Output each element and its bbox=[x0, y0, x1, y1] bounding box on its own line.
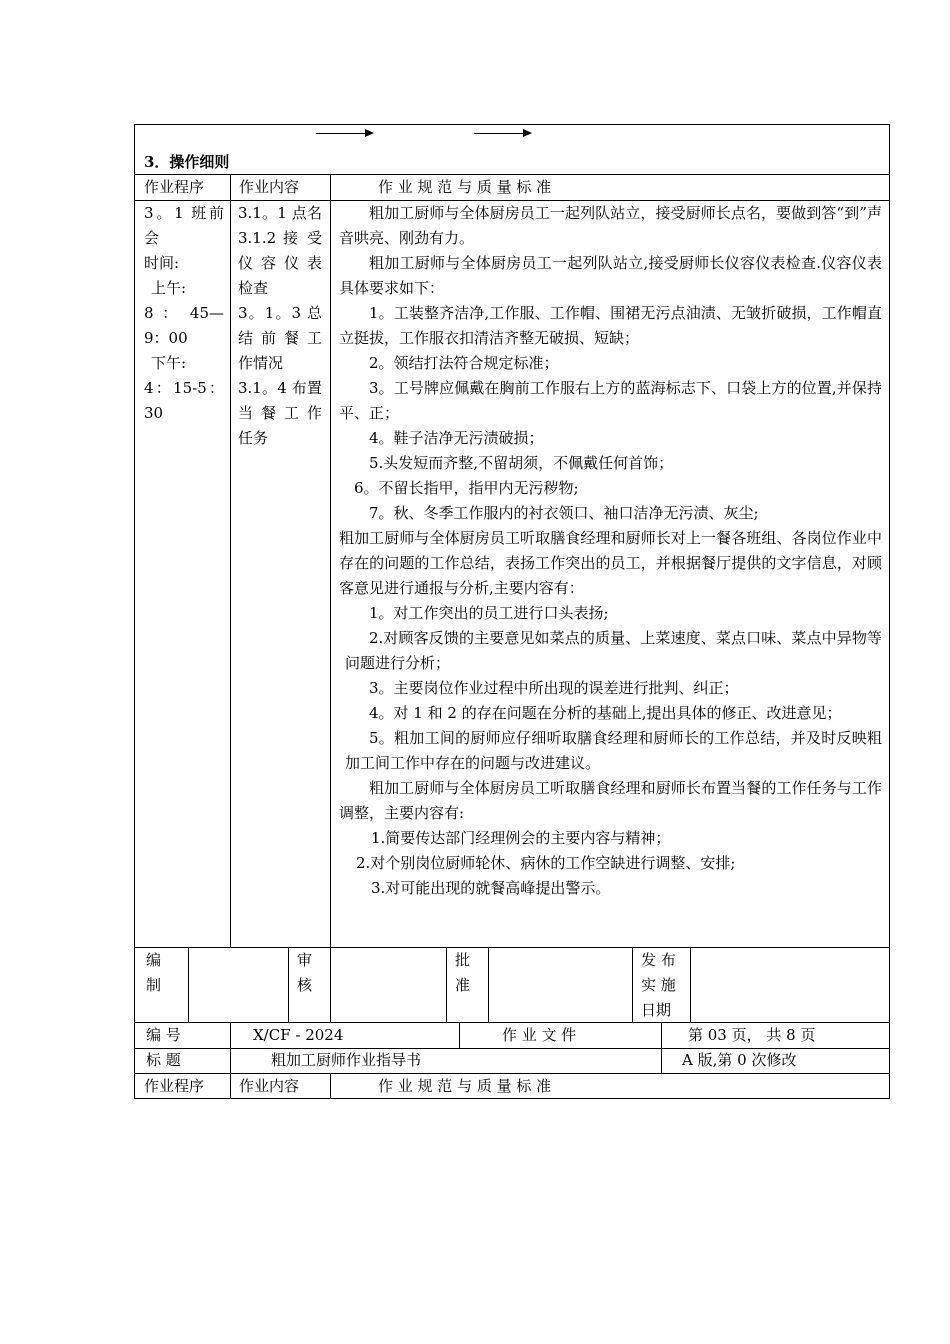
standard-paragraph: 粗加工厨师与全体厨房员工听取膳食经理和厨师长布置当餐的工作任务与工作调整，主要内容有: bbox=[339, 779, 882, 822]
approve-label: 准 bbox=[455, 976, 471, 994]
procedure-line: 8 ： 45— bbox=[144, 304, 224, 322]
content-line: 3.1。1 点名 bbox=[238, 204, 322, 222]
procedure-line: 时间: bbox=[144, 254, 180, 272]
doc-number-label: 编 号 bbox=[146, 1026, 181, 1044]
standard-paragraph: 1。工装整齐洁净,工作服、工作帽、围裙无污点油渍、无皱折破损，工作帽直立挺拔，工作服衣扣清洁齐整无破损、短缺； bbox=[339, 304, 882, 347]
compile-label: 编 bbox=[146, 951, 162, 969]
release-date-label: 实 施 bbox=[641, 976, 676, 994]
standard-paragraph: 粗加工厨师与全体厨房员工听取膳食经理和厨师长对上一餐各班组、各岗位作业中存在的问题的工作总结，表扬工作突出的员工，并根据餐厅提供的文字信息，对顾客意见进行通报与分析,主要内容有： bbox=[339, 529, 882, 597]
standard-paragraph: 4。对 1 和 2 的存在问题在分析的基础上,提出具体的修正、改进意见； bbox=[369, 704, 842, 722]
content-line: 3.1。4 布置 bbox=[238, 379, 322, 397]
standard-paragraph: 7。秋、冬季工作服内的衬衣领口、袖口洁净无污渍、灰尘; bbox=[369, 504, 759, 522]
doc-type: 作 业 文 件 bbox=[502, 1026, 577, 1044]
standard-paragraph: 3。主要岗位作业过程中所出现的误差进行批判、纠正； bbox=[369, 679, 739, 697]
content-line: 任务 bbox=[238, 429, 269, 447]
standard-paragraph: 3.对可能出现的就餐高峰提出警示。 bbox=[371, 879, 611, 897]
content-line: 3。1。3 总 bbox=[238, 304, 322, 322]
footer-header-content: 作业内容 bbox=[239, 1077, 300, 1095]
standard-paragraph: 1。对工作突出的员工进行口头表扬; bbox=[369, 604, 609, 622]
standard-paragraph: 6。不留长指甲，指甲内无污秽物; bbox=[354, 479, 579, 497]
standard-paragraph: 5。粗加工间的厨师应仔细听取膳食经理和厨师长的工作总结，并及时反映粗加工间工作中存在的问题与改进建议。 bbox=[345, 729, 882, 772]
arrow-right-icon bbox=[316, 133, 372, 134]
doc-number-value: X/CF - 2024 bbox=[253, 1026, 344, 1044]
doc-title-label: 标 题 bbox=[146, 1051, 181, 1069]
footer-header-standard: 作 业 规 范 与 质 量 标 准 bbox=[378, 1077, 552, 1095]
review-label: 核 bbox=[297, 976, 313, 994]
content-line: 检查 bbox=[238, 279, 269, 297]
content-line: 当 餐 工 作 bbox=[238, 404, 322, 422]
standard-paragraph: 粗加工厨师与全体厨房员工一起列队站立，接受厨师长点名，要做到答“到”声音哄亮、刚劲有力。 bbox=[339, 204, 882, 247]
content-line: 结 前 餐 工 bbox=[238, 329, 322, 347]
procedure-line: 上午: bbox=[151, 279, 187, 297]
doc-title-value: 粗加工厨师作业指导书 bbox=[271, 1051, 422, 1069]
standard-paragraph: 3。工号牌应佩戴在胸前工作服右上方的蓝海标志下、口袋上方的位置,并保持平、正； bbox=[339, 379, 882, 422]
arrow-right-icon bbox=[474, 133, 530, 134]
procedure-line: 30 bbox=[144, 404, 164, 422]
procedure-line: 4：15-5： bbox=[144, 379, 224, 397]
review-label: 审 bbox=[297, 951, 313, 969]
standard-paragraph: 2.对个别岗位厨师轮休、病休的工作空缺进行调整、安排; bbox=[356, 854, 736, 872]
release-date-label: 发 布 bbox=[641, 951, 676, 969]
standard-paragraph: 2。领结打法符合规定标准； bbox=[369, 354, 559, 372]
compile-label: 制 bbox=[146, 976, 162, 994]
procedure-column bbox=[144, 201, 224, 426]
procedure-line: 3。1 班前 bbox=[144, 204, 224, 222]
standard-paragraph: 2.对顾客反馈的主要意见如菜点的质量、上菜速度、菜点口味、菜点中异物等问题进行分析； bbox=[345, 629, 882, 672]
footer-header-procedure: 作业程序 bbox=[144, 1077, 205, 1095]
release-date-label: 日期 bbox=[641, 1001, 672, 1019]
standard-paragraph: 粗加工厨师与全体厨房员工一起列队站立,接受厨师长仪容仪表检查.仪容仪表具体要求如下： bbox=[339, 254, 882, 297]
header-procedure: 作业程序 bbox=[144, 178, 205, 196]
standard-paragraph: 5.头发短而齐整,不留胡须，不佩戴任何首饰； bbox=[369, 454, 674, 472]
doc-version: A 版,第 0 次修改 bbox=[682, 1051, 797, 1069]
page-info: 第 03 页， 共 8 页 bbox=[688, 1026, 816, 1044]
content-column bbox=[238, 201, 322, 451]
procedure-line: 下午: bbox=[151, 354, 187, 372]
section-title: 3．操作细则 bbox=[144, 153, 230, 171]
header-standard: 作 业 规 范 与 质 量 标 准 bbox=[378, 178, 552, 196]
content-line: 作情况 bbox=[238, 354, 284, 372]
procedure-line: 9：00 bbox=[144, 329, 188, 347]
procedure-line: 会 bbox=[144, 229, 160, 247]
standard-paragraph: 1.简要传达部门经理例会的主要内容与精神； bbox=[371, 829, 671, 847]
standard-paragraph: 4。鞋子洁净无污渍破损； bbox=[369, 429, 544, 447]
content-line: 仪 容 仪 表 bbox=[238, 254, 322, 272]
header-content: 作业内容 bbox=[239, 178, 300, 196]
approve-label: 批 bbox=[455, 951, 471, 969]
standard-column bbox=[339, 201, 882, 901]
content-line: 3.1.2 接 受 bbox=[238, 229, 322, 247]
